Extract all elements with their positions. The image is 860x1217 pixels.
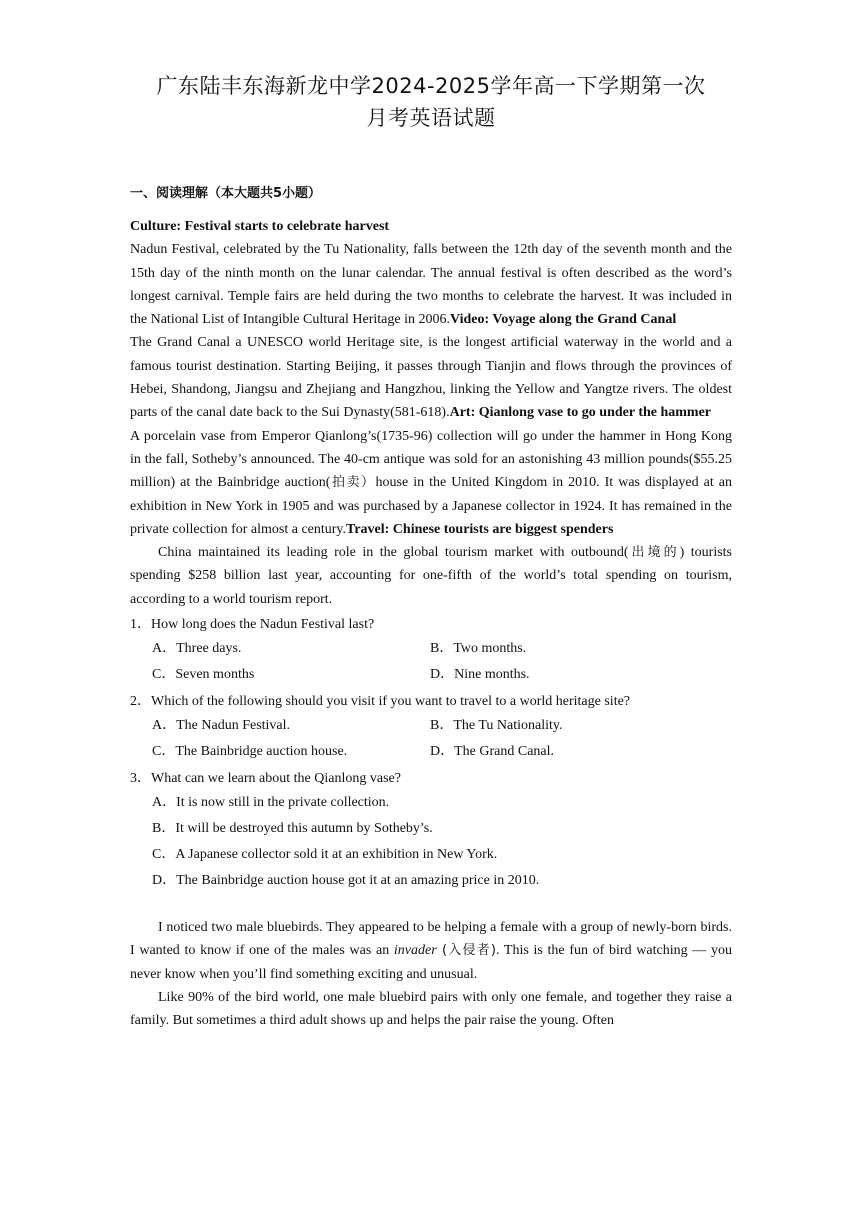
passage-video-body: The Grand Canal a UNESCO world Heritage site, is the longest artificial waterway in the world and a famous tourist destination. Starting Beijing, it passes through Tianjin and flows through the provinces of Hebei, Shandong, Jiangsu and Zhejiang and Hangzhou, linking the Yellow and Yangtze rivers. The oldest parts of the canal date back to the Sui Dynasty(581-618).	[130, 335, 732, 421]
question-1-option-c: C．Seven months	[152, 667, 255, 683]
passage-bluebird-p1-a: I noticed two male bluebirds. They appeared to be helping a female with a group of newly-born birds. I wanted to know if one of the males was an	[130, 920, 732, 959]
page-title	[100, 70, 762, 134]
passage-travel-body-b: ) tourists spending $258 billion last year, accounting for one-fifth of the world’s total spending on tourism, according to a world tourism report.	[130, 545, 732, 607]
question-2-options	[130, 713, 732, 765]
section-heading: 一、阅读理解（本大题共5小题）	[130, 186, 322, 201]
question-3-option-c: C．A Japanese collector sold it at an exhibition in New York.	[152, 847, 498, 863]
document-page	[130, 70, 732, 1033]
passage-culture-heading: Culture: Festival starts to celebrate harvest	[130, 219, 390, 234]
passage-art-body-b: house in the United Kingdom in 2010. It was displayed at an exhibition in New York in 1905 and was purchased by a Japanese collector in 1924. It has remained in the private collection for almost a century.	[130, 475, 732, 537]
question-1-option-d: D．Nine months.	[430, 667, 530, 683]
passage-travel-body-cjk: 出境的	[628, 545, 680, 561]
question-3-option-a: A．It is now still in the private collection.	[152, 795, 390, 811]
title-line-1: 广东陆丰东海新龙中学2024-2025学年高一下学期第一次	[156, 74, 706, 98]
question-2-option-d: D．The Grand Canal.	[430, 744, 555, 760]
passage-travel-heading: Travel: Chinese tourists are biggest spenders	[346, 521, 614, 537]
passage-video-heading: Video: Voyage along the Grand Canal	[449, 312, 677, 328]
passage-travel-body	[130, 541, 732, 611]
invader-word: invader	[393, 943, 437, 959]
passage-art-body-a: A porcelain vase from Emperor Qianlong’s(1735-96) collection will go under the hammer in Hong Kong in the fall, Sotheby’s announced. The 40-cm antique was sold for an astonishing 43 million pounds($55.25 million) at the Bainbridge auction(	[130, 428, 732, 491]
question-2: 2．Which of the following should you visit if you want to travel to a world heritage site?	[130, 694, 631, 710]
passage-art-heading: Art: Qianlong vase to go under the hammer	[449, 405, 712, 421]
question-1-option-b: B．Two months.	[430, 641, 527, 657]
question-1-option-a: A．Three days.	[152, 641, 242, 657]
passage-art-body-cjk: 拍卖）	[330, 475, 376, 491]
passage-bluebird-p1-b: . This is the fun of bird watching — you never know when you’ll find something exciting and unusual.	[130, 943, 732, 982]
passage-culture-body: Nadun Festival, celebrated by the Tu Nationality, falls between the 12th day of the seventh month and the 15th day of the ninth month on the lunar calendar. The annual festival is often described as the word’s longest carnival. Temple fairs are held during the two months to celebrate the harvest. It was included in the National List of Intangible Cultural Heritage in 2006.	[130, 242, 732, 328]
invader-gloss: (入侵者)	[436, 943, 496, 959]
question-3: 3．What can we learn about the Qianlong vase?	[130, 771, 401, 787]
passage-travel-body-a: China maintained its leading role in the global tourism market with outbound(	[158, 545, 629, 561]
question-3-option-d: D．The Bainbridge auction house got it at an amazing price in 2010.	[152, 873, 540, 889]
passage-culture	[130, 215, 732, 541]
passage-bluebird-p2: Like 90% of the bird world, one male bluebird pairs with only one female, and together they raise a family. But sometimes a third adult shows up and helps the pair raise the young. Often	[130, 989, 732, 1029]
passage-bluebird-p1	[130, 916, 732, 986]
question-2-option-c: C．The Bainbridge auction house.	[152, 744, 348, 760]
question-1: 1．How long does the Nadun Festival last?	[130, 617, 375, 633]
question-2-option-b: B．The Tu Nationality.	[430, 718, 563, 734]
question-1-options	[130, 636, 732, 688]
question-2-option-a: A．The Nadun Festival.	[152, 718, 291, 734]
question-3-option-b: B．It will be destroyed this autumn by Sotheby’s.	[152, 821, 433, 837]
title-line-2: 月考英语试题	[366, 106, 496, 130]
